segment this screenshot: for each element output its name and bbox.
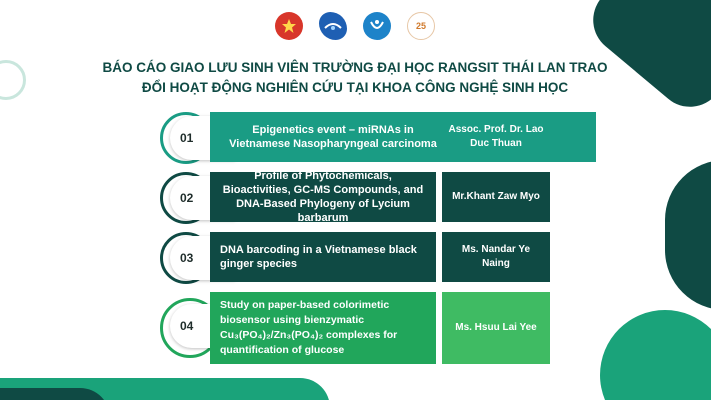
number-label: 01 (170, 116, 235, 160)
speaker-box (442, 232, 550, 282)
topic-box (210, 172, 436, 222)
topic-box (210, 292, 436, 364)
number-label: 03 (170, 236, 235, 280)
topic-line: biosensor using bienzymatic (220, 314, 365, 326)
speaker-name: Mr.Khant Zaw Myo (452, 191, 540, 202)
topic-text: DNA barcoding in a Vietnamese black ginger species (220, 244, 417, 270)
topic-text: Profile of Phytochemicals, Bioactivities, GC-MS Compounds, and DNA-Based Phylogeny of Lycium barbarum (222, 170, 424, 224)
speaker-name: Ms. Hsuu Lai Yee (455, 322, 537, 333)
topic-text: Epigenetics event – miRNAs in Vietnamese Nasopharyngeal carcinoma (229, 124, 437, 150)
page-title: BÁO CÁO GIAO LƯU SINH VIÊN TRƯỜNG ĐẠI HỌC RANGSIT THÁI LAN TRAO ĐỔI HOẠT ĐỘNG NGHIÊN CỨU TẠI KHOA CÔNG NGHỆ SINH HỌC (102, 60, 608, 95)
number-label: 04 (170, 304, 235, 348)
student-association-logo (363, 12, 391, 40)
speaker-name: Ms. Nandar Ye Naing (461, 244, 531, 269)
topic-line: Study on paper-based colorimetic (220, 299, 390, 311)
topic-box (210, 232, 436, 282)
speaker-box (442, 292, 550, 364)
topic-text (220, 298, 397, 358)
university-logo (319, 12, 347, 40)
youth-union-logo (275, 12, 303, 40)
speaker-name: Assoc. Prof. Dr. Lao Duc Thuan (448, 124, 544, 149)
topic-line: quantification of glucose (220, 344, 345, 356)
decor-left-ring (0, 60, 26, 100)
anniversary-logo: 25 (407, 12, 435, 40)
decor-bottom-right (600, 310, 711, 400)
decor-right-middle (665, 160, 711, 310)
speaker-box (442, 112, 550, 162)
speaker-box (442, 172, 550, 222)
logo-bar (275, 10, 435, 42)
topic-line: Cu₃(PO₄)₂/Zn₃(PO₄)₂ complexes for (220, 329, 398, 341)
number-label: 02 (170, 176, 235, 220)
